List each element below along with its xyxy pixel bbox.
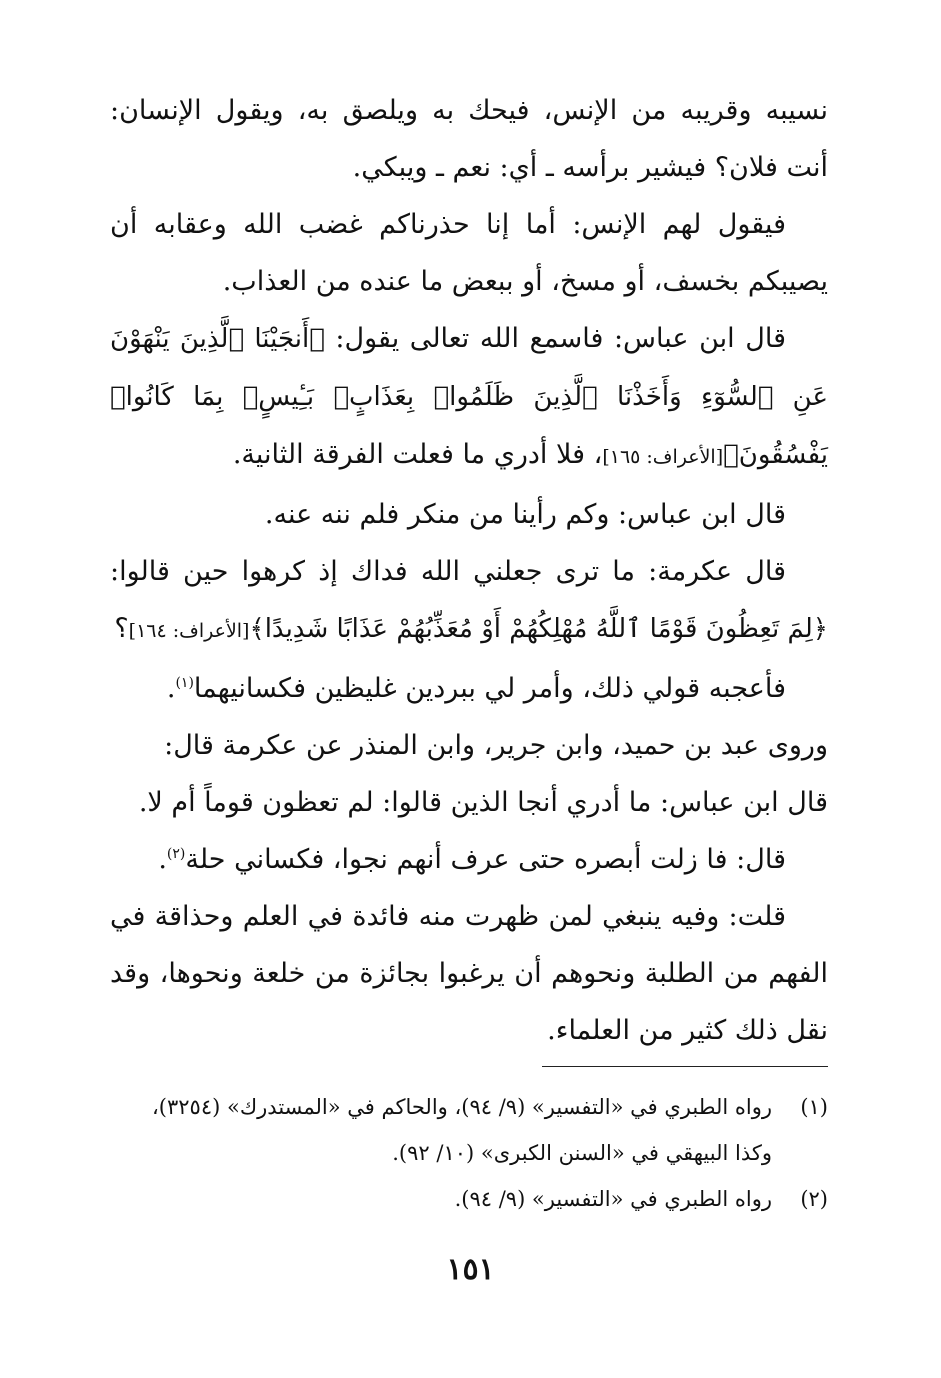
paragraph-2: فيقول لهم الإنس: أما إنا حذرناكم غضب الله وعقابه أن يصيبكم بخسف، أو مسخ، أو ببعض ما عنده من العذاب. [110, 209, 828, 297]
verse-source-164: [الأعراف: ١٦٤] [128, 620, 250, 642]
paragraph-10: قلت: وفيه ينبغي لمن ظهرت منه فائدة في العلم وحذاقة في الفهم من الطلبة ونحوهم أن يرغبوا بجائزة من خلعة ونحوها، وقد نقل ذلك كثير من العلماء. [110, 901, 828, 1046]
paragraph-7: وروى عبد بن حميد، وابن جرير، وابن المنذر عن عكرمة قال: [164, 730, 828, 761]
footnote-text: رواه الطبري في «التفسير» (٩/ ٩٤). [454, 1187, 772, 1211]
paragraph-3-intro: قال ابن عباس: فاسمع الله تعالى يقول: [324, 323, 786, 354]
paragraph-3-outro: ، فلا أدري ما فعلت الفرقة الثانية. [232, 439, 603, 470]
paragraph-6 [110, 660, 828, 717]
verse-source-165: [الأعراف: ١٦٥] [602, 446, 724, 468]
footnote-number: (٢) [800, 1187, 828, 1211]
paragraph-1: نسيبه وقريبه من الإنس، فيحك به ويلصق به، ويقول الإنسان: أنت فلان؟ فيشير برأسه ـ أي: نعم ـ ويبكي. [110, 95, 828, 183]
paragraph-9-text: قال: فا زلت أبصره حتى عرف أنهم نجوا، فكساني حلة [185, 844, 786, 875]
page-number: ١٥١ [446, 1252, 495, 1287]
paragraph-8: قال ابن عباس: ما أدري أنجا الذين قالوا: لم تعظون قوماً أم لا. [138, 787, 828, 818]
paragraph-3 [110, 310, 828, 486]
paragraph-9 [110, 831, 828, 888]
footnotes [110, 1084, 828, 1222]
paragraph-6-end: . [166, 673, 176, 704]
footnote-ref-2[interactable]: (٢) [166, 846, 186, 862]
paragraph-4: قال ابن عباس: وكم رأينا من منكر فلم ننه عنه. [264, 499, 786, 530]
quran-verse-araf-165: ﴿أَنجَيْنَا ٱلَّذِينَ يَنْهَوْنَ عَنِ ٱلسُّوٓءِ وَأَخَذْنَا ٱلَّذِينَ ظَلَمُوا۟ بِعَذَابٍۭ بَـِٔيسٍۭ بِمَا كَانُوا۟ يَفْسُقُونَ﴾ [110, 324, 828, 470]
footnote-1 [110, 1084, 828, 1176]
paragraph-5-outro: ؟ [114, 613, 129, 644]
footnote-2 [110, 1176, 828, 1222]
quran-verse-araf-164: ﴿لِمَ تَعِظُونَ قَوْمًا ٱللَّهُ مُهْلِكُهُمْ أَوْ مُعَذِّبُهُمْ عَذَابًا شَدِيدًا﴾ [249, 614, 828, 644]
footnote-separator [542, 1066, 828, 1067]
main-text [110, 82, 828, 1059]
footnote-number: (١) [800, 1095, 828, 1119]
paragraph-9-end: . [158, 844, 167, 875]
footnote-ref-1[interactable]: (١) [175, 675, 194, 691]
paragraph-5-intro: قال عكرمة: ما ترى جعلني الله فداك إذ كرهوا حين قالوا: [110, 556, 786, 587]
paragraph-6-text: فأعجبه قولي ذلك، وأمر لي ببردين غليظين فكسانيهما [193, 673, 786, 704]
paragraph-5 [110, 543, 828, 660]
footnote-text: رواه الطبري في «التفسير» (٩/ ٩٤)، والحاكم في «المستدرك» (٣٢٥٤)، وكذا البيهقي في «السنن الكبرى» (١٠/ ٩٢). [152, 1095, 772, 1165]
